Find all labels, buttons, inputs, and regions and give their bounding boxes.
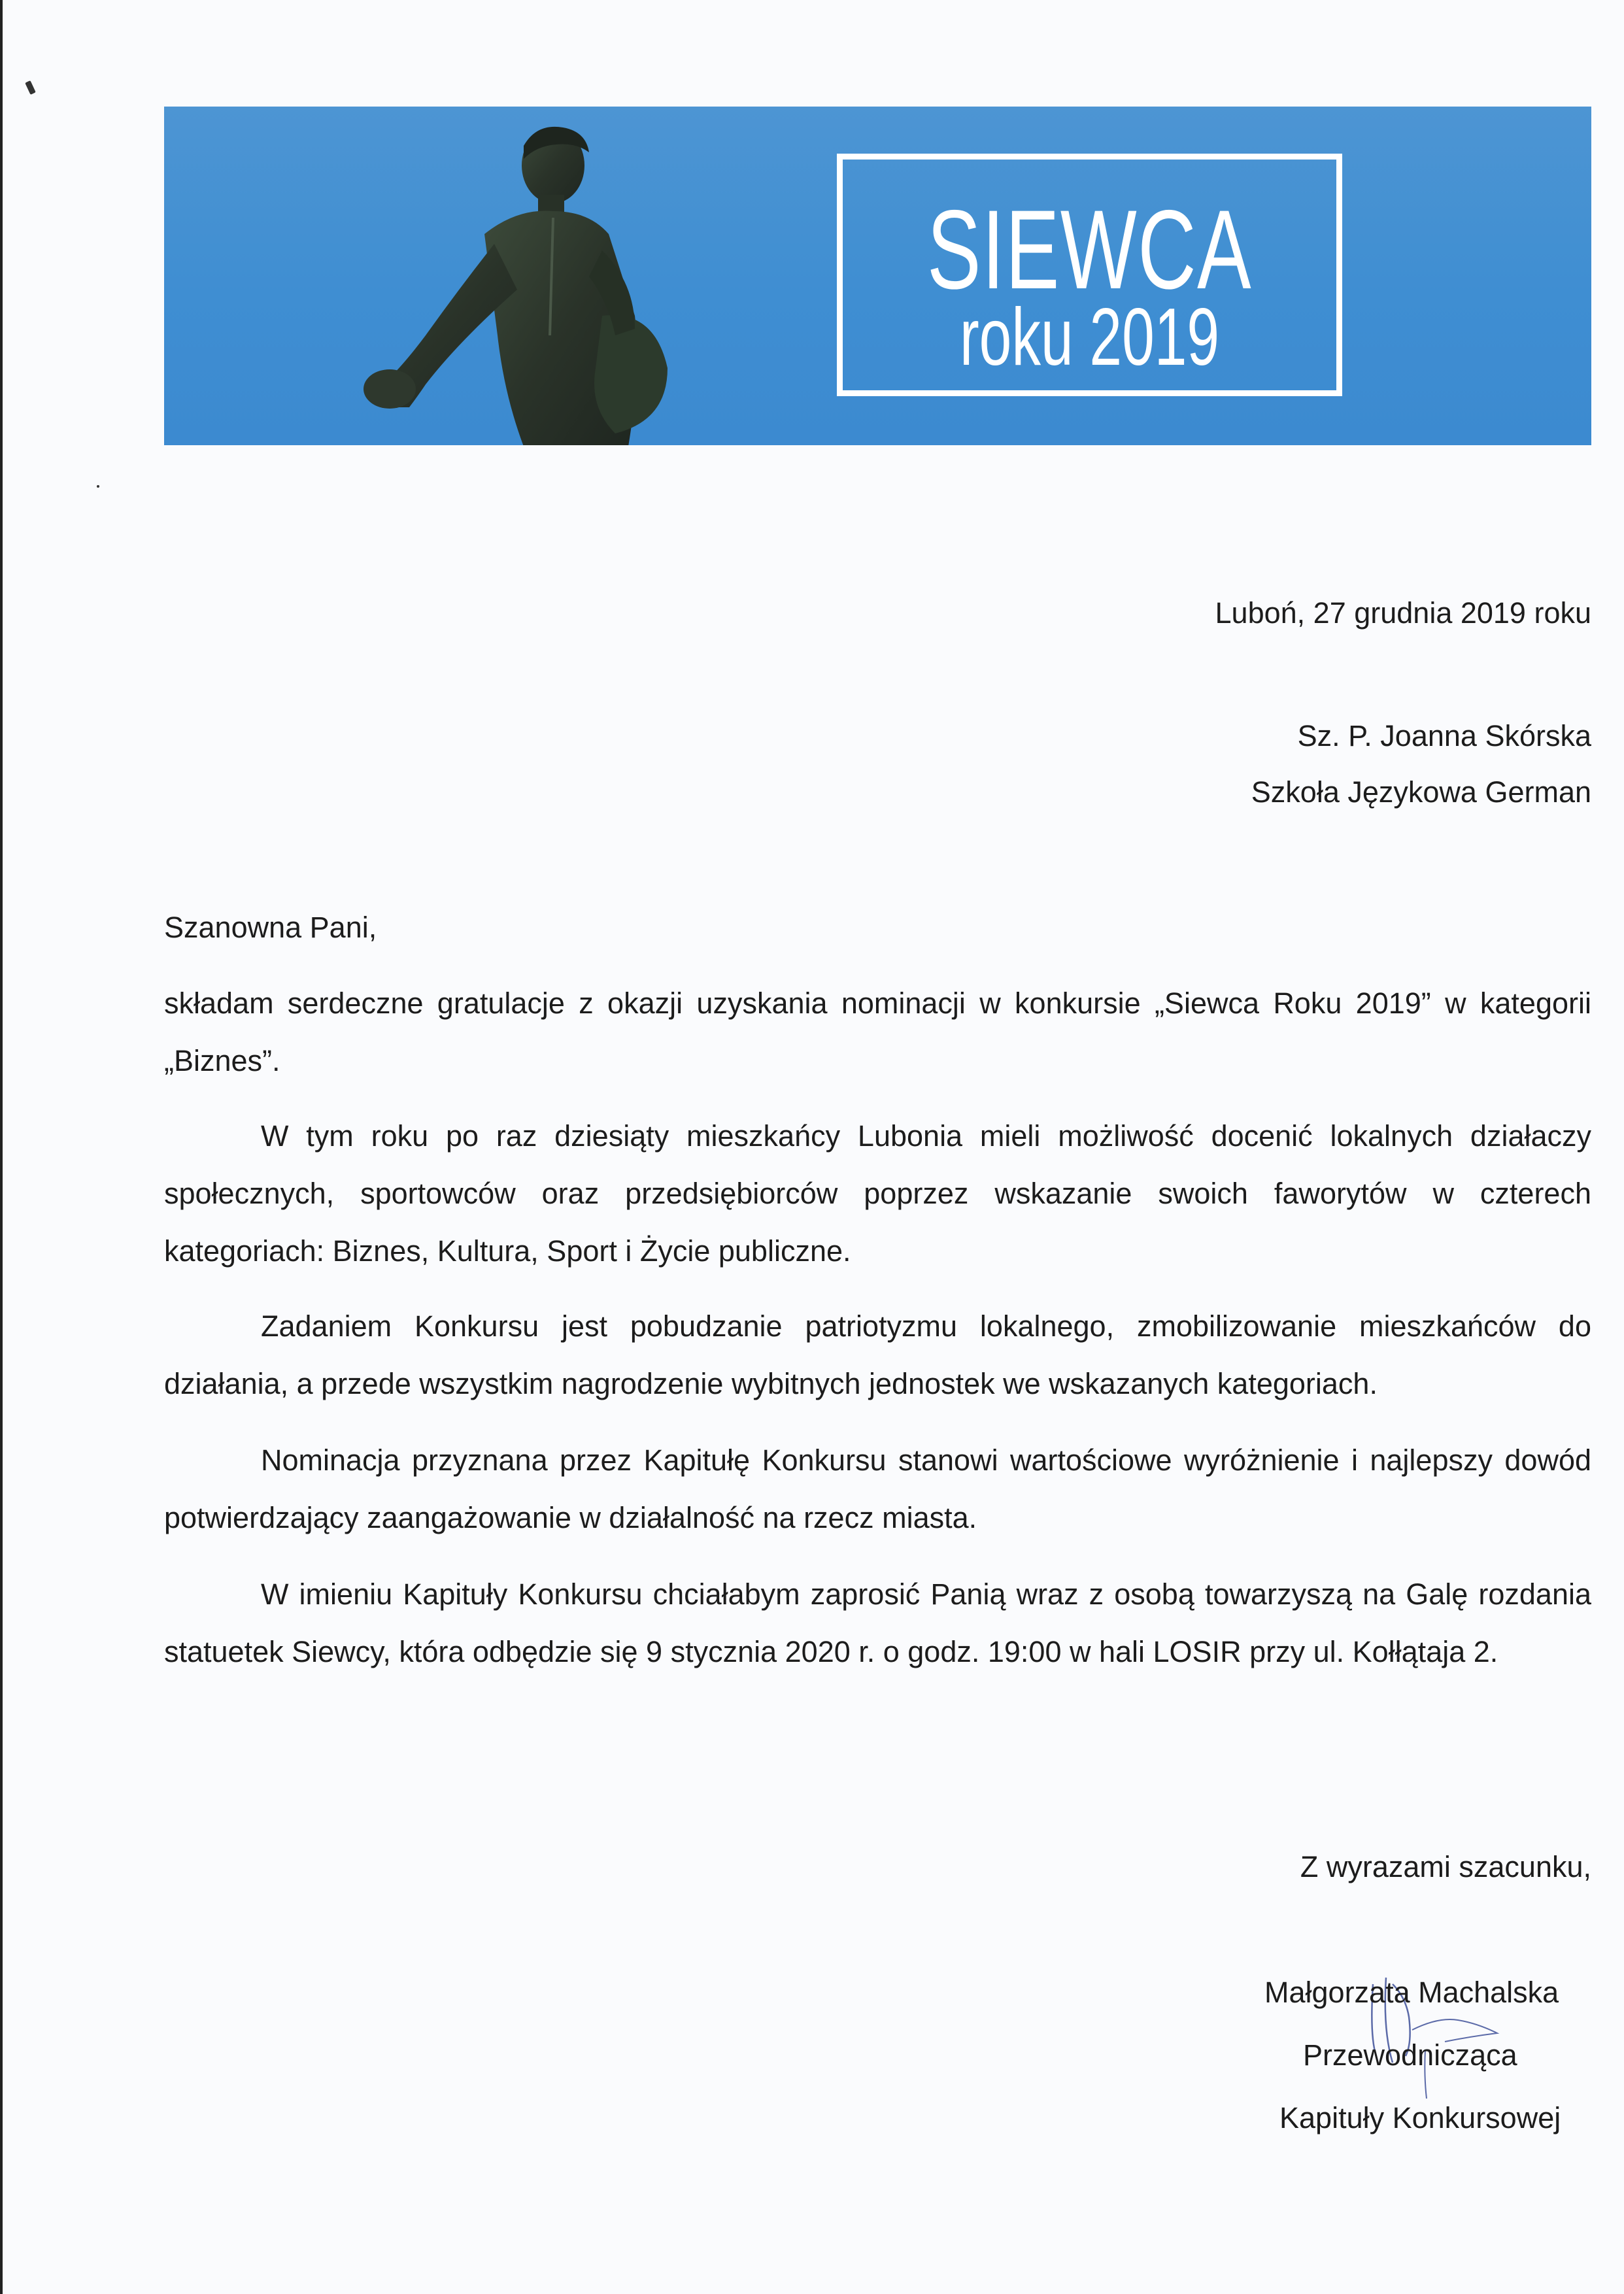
logo-title: SIEWCA (926, 187, 1253, 312)
place-date: Luboń, 27 grudnia 2019 roku (1215, 596, 1591, 630)
closing: Z wyrazami szacunku, (1300, 1850, 1591, 1883)
salutation: Szanowna Pani, (164, 911, 377, 944)
body-paragraph: Nominacja przyznana przez Kapitułę Konkursu stanowi wartościowe wyróżnienie i najlepszy dowód potwierdzający zaangażowanie w działalność na rzecz miasta. (164, 1443, 1591, 1534)
body-paragraph: składam serdeczne gratulacje z okazji uzyskania nominacji w konkursie „Siewca Roku 2019” w kategorii „Biznes”. (164, 987, 1591, 1077)
body-paragraph: Zadaniem Konkursu jest pobudzanie patriotyzmu lokalnego, zmobilizowanie mieszkańców do działania, a przede wszystkim nagrodzenie wybitnych jednostek we wskazanych kategoriach. (164, 1309, 1591, 1400)
scan-speck (25, 80, 36, 95)
body-paragraph: W imieniu Kapituły Konkursu chciałabym zaprosić Panią wraz z osobą towarzyszą na Galę rozdania statuetek Siewcy, która odbędzie się 9 stycznia 2020 r. o godz. 19:00 w hali LOSIR przy ul. Kołłątaja 2. (164, 1577, 1591, 1668)
contest-logo-box (837, 154, 1342, 396)
sower-statue-image (328, 120, 739, 445)
signatory-title: Przewodnicząca (1303, 2038, 1517, 2072)
recipient-name: Sz. P. Joanna Skórska (1297, 719, 1591, 752)
recipient-organization: Szkoła Językowa German (1251, 775, 1591, 809)
logo-subtitle: roku 2019 (959, 292, 1220, 382)
scan-left-edge (0, 0, 3, 2294)
header-banner (164, 107, 1591, 445)
body-paragraph: W tym roku po raz dziesiąty mieszkańcy Lubonia mieli możliwość docenić lokalnych działaczy społecznych, sportowców oraz przedsiębiorców poprzez wskazanie swoich faworytów w czterech kategoriach: Biznes, Kultura, Sport i Życie publiczne. (164, 1119, 1591, 1268)
signatory-name: Małgorzata Machalska (1264, 1976, 1559, 2009)
scan-speck (97, 485, 99, 488)
signatory-committee: Kapituły Konkursowej (1279, 2101, 1561, 2134)
